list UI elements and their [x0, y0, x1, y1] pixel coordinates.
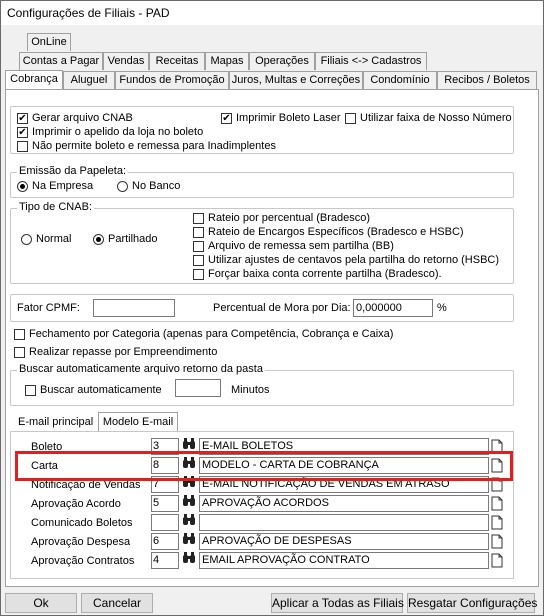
highlight-box — [15, 451, 513, 481]
radio-partilhado[interactable]: Partilhado — [93, 233, 158, 245]
code-input[interactable] — [151, 514, 179, 531]
radio-normal[interactable]: Normal — [21, 233, 71, 245]
email-row-comunicado-boletos: Comunicado Boletos — [25, 514, 505, 532]
tab-aluguel[interactable]: Aluguel — [63, 71, 115, 89]
fechamento-categoria-checkbox[interactable]: Fechamento por Categoria (apenas para Competência, Cobrança e Caixa) — [14, 328, 393, 340]
code-input[interactable]: 7 — [151, 476, 179, 493]
imprimir-apelido-label: Imprimir o apelido da loja no boleto — [32, 126, 204, 138]
email-row-notificacao-vendas: Notificação de Vendas 7 E-MAIL NOTIFICAÇÃO DE VENDAS EM ATRASO — [25, 476, 505, 494]
tab-online[interactable]: OnLine — [27, 33, 71, 51]
document-icon[interactable] — [489, 495, 505, 512]
email-row-aprovacao-contratos: Aprovação Contratos 4 EMAIL APROVAÇÃO CONTRATO — [25, 552, 505, 570]
email-row-boleto: Boleto 3 E-MAIL BOLETOS — [25, 438, 505, 456]
mora-label: Percentual de Mora por Dia: — [213, 302, 351, 314]
busca-title: Buscar automaticamente arquivo retorno da pasta — [19, 363, 263, 375]
tipo-cnab-title: Tipo de CNAB: — [19, 201, 92, 213]
tab-condominio[interactable]: Condomínio — [363, 71, 437, 89]
document-icon[interactable] — [489, 514, 505, 531]
radio-no-banco[interactable]: No Banco — [117, 180, 180, 192]
desc-input — [199, 514, 489, 531]
window-title: Configurações de Filiais - PAD — [7, 6, 170, 20]
email-row-aprovacao-despesa: Aprovação Despesa 6 APROVAÇÃO DE DESPESAS — [25, 533, 505, 551]
fator-cpmf-label: Fator CPMF: — [17, 302, 80, 314]
busca-group — [10, 363, 514, 406]
code-input[interactable]: 4 — [151, 552, 179, 569]
document-icon[interactable] — [489, 552, 505, 569]
desc-input: MODELO - CARTA DE COBRANÇA — [199, 457, 489, 474]
desc-input: APROVAÇÃO DE DESPESAS — [199, 533, 489, 550]
radio-na-empresa[interactable]: Na Empresa — [17, 180, 93, 192]
emissao-group — [10, 165, 514, 198]
apply-all-button[interactable]: Aplicar a Todas as Filiais — [271, 593, 403, 613]
nao-permite-boleto-checkbox[interactable] — [17, 140, 276, 152]
tab-email-principal[interactable]: E-mail principal — [18, 416, 94, 428]
tab-juros-multas[interactable]: Juros, Multas e Correções — [229, 71, 363, 89]
gerar-cnab-checkbox[interactable] — [17, 112, 133, 124]
cancel-button[interactable]: Cancelar — [81, 593, 153, 613]
gerar-cnab-label: Gerar arquivo CNAB — [32, 112, 133, 124]
emissao-title: Emissão da Papeleta: — [19, 165, 127, 177]
tab-modelo-email[interactable]: Modelo E-mail — [98, 412, 178, 432]
title-bar — [1, 1, 543, 25]
arquivo-remessa-checkbox[interactable]: Arquivo de remessa sem partilha (BB) — [193, 240, 394, 252]
imprimir-boleto-laser-label: Imprimir Boleto Laser — [236, 112, 341, 124]
tab-fundos-promocao[interactable]: Fundos de Promoção — [115, 71, 229, 89]
desc-input: EMAIL APROVAÇÃO CONTRATO — [199, 552, 489, 569]
tab-contas-a-pagar[interactable]: Contas a Pagar — [19, 52, 103, 70]
nao-permite-boleto-label: Não permite boleto e remessa para Inadimplentes — [32, 140, 276, 152]
binoculars-icon[interactable] — [179, 495, 199, 512]
faixa-nosso-numero-label: Utilizar faixa de Nosso Número — [360, 112, 512, 124]
mora-input[interactable]: 0,000000 — [353, 299, 433, 317]
ok-button[interactable]: Ok — [5, 593, 77, 613]
forcar-baixa-checkbox[interactable]: Forçar baixa conta corrente partilha (Bradesco). — [193, 268, 442, 280]
general-options-group — [10, 106, 514, 154]
code-input[interactable]: 6 — [151, 533, 179, 550]
tab-cobranca[interactable]: Cobrança — [5, 70, 63, 90]
desc-input: E-MAIL BOLETOS — [199, 438, 489, 455]
code-input[interactable]: 8 — [151, 457, 179, 474]
desc-input: E-MAIL NOTIFICAÇÃO DE VENDAS EM ATRASO — [199, 476, 489, 493]
check-icon: ✔ — [18, 126, 27, 138]
check-icon: ✔ — [18, 112, 27, 124]
repasse-empreendimento-checkbox[interactable]: Realizar repasse por Empreendimento — [14, 346, 217, 358]
tab-filiais-cadastros[interactable]: Filiais <-> Cadastros — [315, 52, 427, 70]
binoculars-icon[interactable] — [179, 514, 199, 531]
desc-input: APROVAÇÃO ACORDOS — [199, 495, 489, 512]
busca-minutos-input[interactable] — [175, 379, 221, 397]
code-input[interactable]: 5 — [151, 495, 179, 512]
cobranca-panel — [5, 89, 539, 587]
minutos-label: Minutos — [231, 384, 270, 396]
email-row-carta: Carta 8 MODELO - CARTA DE COBRANÇA — [25, 457, 505, 475]
faixa-nosso-numero-checkbox[interactable] — [345, 112, 512, 124]
document-icon[interactable] — [489, 533, 505, 550]
code-input[interactable]: 3 — [151, 438, 179, 455]
imprimir-boleto-laser-checkbox[interactable] — [221, 112, 341, 124]
rateio-percentual-checkbox[interactable]: Rateio por percentual (Bradesco) — [193, 212, 370, 224]
reset-config-button[interactable]: Resgatar Configurações — [407, 593, 535, 613]
fator-group — [10, 294, 514, 322]
mora-unit: % — [437, 302, 447, 314]
rateio-encargos-checkbox[interactable]: Rateio de Encargos Específicos (Bradesco e HSBC) — [193, 226, 464, 238]
binoculars-icon[interactable] — [179, 533, 199, 550]
buscar-automaticamente-checkbox[interactable]: Buscar automaticamente — [25, 384, 162, 396]
tab-receitas[interactable]: Receitas — [149, 52, 205, 70]
check-icon: ✔ — [222, 112, 231, 124]
tab-vendas[interactable]: Vendas — [103, 52, 149, 70]
tab-operacoes[interactable]: Operações — [249, 52, 315, 70]
fator-cpmf-input[interactable] — [93, 299, 175, 317]
ajustes-centavos-checkbox[interactable]: Utilizar ajustes de centavos pela partilha do retorno (HSBC) — [193, 254, 499, 266]
tab-recibos-boletos[interactable]: Recibos / Boletos — [437, 71, 537, 89]
tipo-cnab-group — [10, 201, 514, 284]
binoculars-icon[interactable] — [179, 552, 199, 569]
tab-mapas[interactable]: Mapas — [205, 52, 249, 70]
email-row-aprovacao-acordo: Aprovação Acordo 5 APROVAÇÃO ACORDOS — [25, 495, 505, 513]
imprimir-apelido-checkbox[interactable] — [17, 126, 203, 138]
